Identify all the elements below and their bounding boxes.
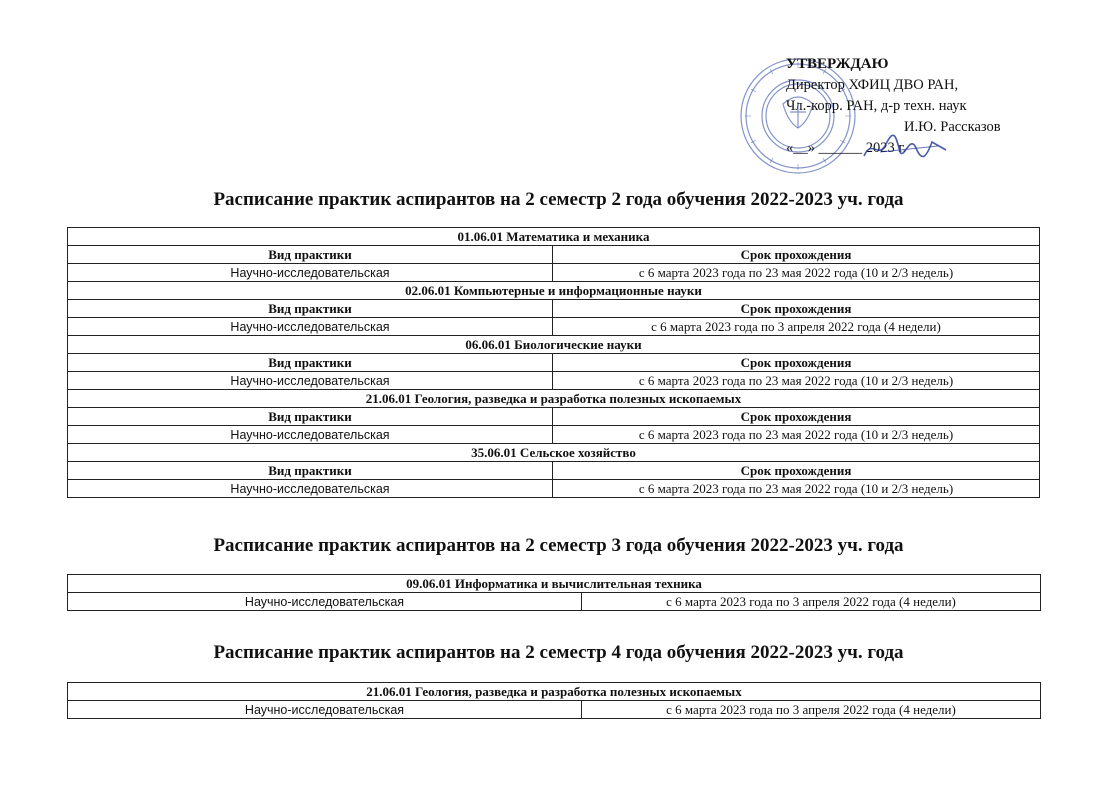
practice-kind-cell: Научно-исследовательская <box>68 480 553 498</box>
approval-rank: Чл.-корр. РАН, д-р техн. наук <box>786 98 967 114</box>
practice-kind-cell: Научно-исследовательская <box>68 264 553 282</box>
practice-period-cell: с 6 марта 2023 года по 23 мая 2022 года (10 и 2/3 недель) <box>553 426 1040 444</box>
column-header-kind: Вид практики <box>68 354 553 372</box>
practice-kind-cell: Научно-исследовательская <box>68 593 582 611</box>
column-header-kind: Вид практики <box>68 246 553 264</box>
practice-kind-cell: Научно-исследовательская <box>68 426 553 444</box>
approval-position: Директор ХФИЦ ДВО РАН, <box>786 77 959 93</box>
practice-period-cell: с 6 марта 2023 года по 3 апреля 2022 года (4 недели) <box>582 593 1041 611</box>
specialty-row: 21.06.01 Геология, разведка и разработка полезных ископаемых <box>68 683 1041 701</box>
specialty-row: 35.06.01 Сельское хозяйство <box>68 444 1040 462</box>
column-header-period: Срок прохождения <box>553 246 1040 264</box>
column-header-period: Срок прохождения <box>553 408 1040 426</box>
practice-kind-cell: Научно-исследовательская <box>68 372 553 390</box>
specialty-row: 01.06.01 Математика и механика <box>68 228 1040 246</box>
approval-signer: И.Ю. Рассказов <box>904 119 1001 135</box>
section-1-heading: Расписание практик аспирантов на 2 семестр 2 года обучения 2022-2023 уч. года <box>213 189 904 210</box>
column-header-kind: Вид практики <box>68 300 553 318</box>
section-2-heading: Расписание практик аспирантов на 2 семестр 3 года обучения 2022-2023 уч. года <box>213 535 904 556</box>
practice-period-cell: с 6 марта 2023 года по 23 мая 2022 года (10 и 2/3 недель) <box>553 480 1040 498</box>
practice-period-cell: с 6 марта 2023 года по 3 апреля 2022 года (4 недели) <box>553 318 1040 336</box>
practice-kind-cell: Научно-исследовательская <box>68 701 582 719</box>
practice-period-cell: с 6 марта 2023 года по 23 мая 2022 года (10 и 2/3 недель) <box>553 372 1040 390</box>
section-3-heading: Расписание практик аспирантов на 2 семестр 4 года обучения 2022-2023 уч. года <box>213 642 904 663</box>
approval-title: УТВЕРЖДАЮ <box>786 56 889 72</box>
specialty-row: 09.06.01 Информатика и вычислительная техника <box>68 575 1041 593</box>
column-header-kind: Вид практики <box>68 462 553 480</box>
signature <box>860 130 950 165</box>
schedule-table-year-2 <box>67 227 1040 498</box>
specialty-row: 06.06.01 Биологические науки <box>68 336 1040 354</box>
approval-date-line: «__» ______ 2023 г. <box>786 140 907 156</box>
practice-kind-cell: Научно-исследовательская <box>68 318 553 336</box>
schedule-table-year-4 <box>67 682 1041 719</box>
practice-period-cell: с 6 марта 2023 года по 23 мая 2022 года (10 и 2/3 недель) <box>553 264 1040 282</box>
column-header-kind: Вид практики <box>68 408 553 426</box>
practice-period-cell: с 6 марта 2023 года по 3 апреля 2022 года (4 недели) <box>582 701 1041 719</box>
column-header-period: Срок прохождения <box>553 354 1040 372</box>
specialty-row: 02.06.01 Компьютерные и информационные науки <box>68 282 1040 300</box>
column-header-period: Срок прохождения <box>553 300 1040 318</box>
column-header-period: Срок прохождения <box>553 462 1040 480</box>
schedule-table-year-3 <box>67 574 1041 611</box>
specialty-row: 21.06.01 Геология, разведка и разработка полезных ископаемых <box>68 390 1040 408</box>
